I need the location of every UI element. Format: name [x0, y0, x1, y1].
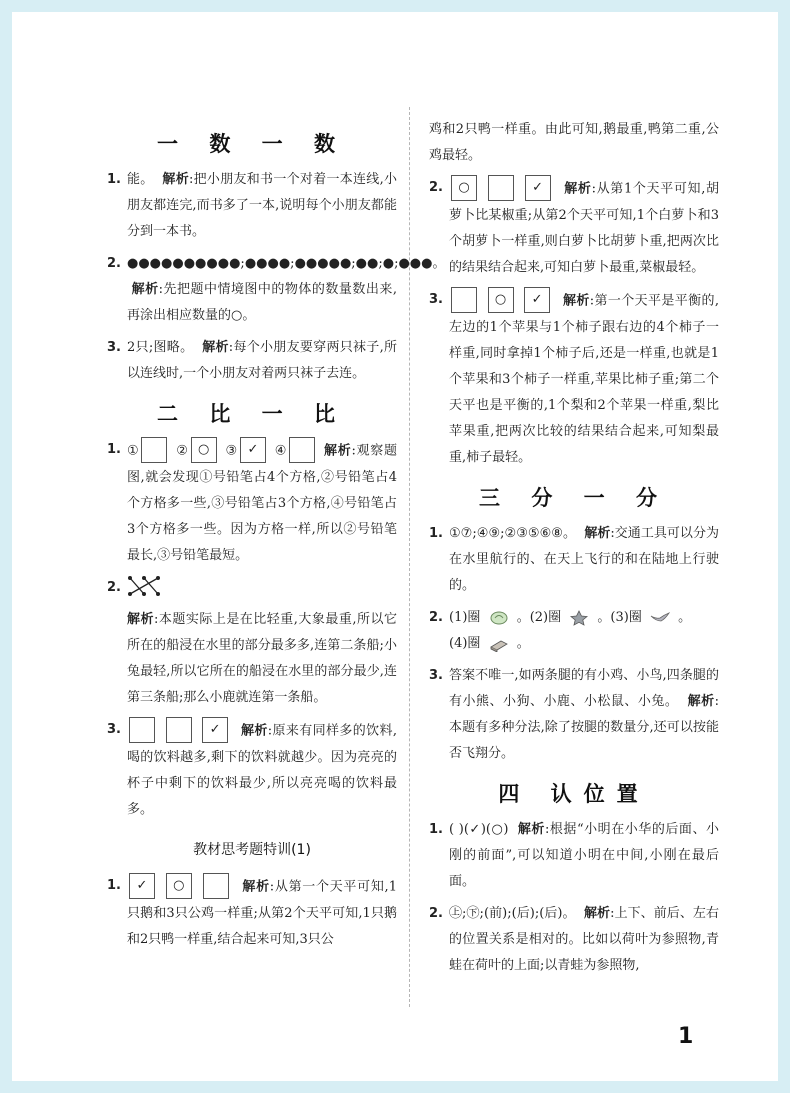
- star-icon: [569, 610, 589, 626]
- item-number: 3.: [429, 668, 443, 683]
- answer-box: ○: [488, 287, 514, 313]
- answer-text: 能。: [127, 172, 154, 187]
- answer-item: [107, 437, 397, 569]
- analysis-label: 解析: [131, 282, 159, 297]
- pencil-label: ③: [225, 443, 238, 459]
- circle-text: 。(2)圈: [516, 610, 562, 625]
- answer-item: [429, 901, 719, 979]
- answer-text: ①⑦;④⑨;②③⑤⑥⑧。: [449, 526, 576, 541]
- analysis-label: 解析: [564, 181, 592, 197]
- pencil-label: ①: [127, 443, 140, 459]
- bird-icon: [650, 610, 670, 626]
- analysis-text: :观察题图,就会发现①号铅笔占4个方格,②号铅笔占4个方格多一些,③号铅笔占3个方格,④号铅笔占3个方格多一些。因为方格一样,所以②号铅笔最长,③号铅笔最短。: [127, 443, 398, 563]
- item-number: 3.: [107, 722, 121, 737]
- answer-text: ( )(✓)(○): [449, 822, 509, 837]
- analysis-label: 解析: [517, 822, 545, 837]
- answer-box: [451, 287, 477, 313]
- pencil-label: ④: [274, 443, 288, 459]
- answer-item: [107, 575, 397, 711]
- item-number: 3.: [429, 292, 443, 307]
- item-number: 2.: [107, 580, 121, 595]
- analysis-label: 解析: [202, 340, 229, 355]
- answer-item: [429, 521, 719, 599]
- analysis-text: :上下、前后、左右的位置关系是相对的。比如以荷叶为参照物,青蛙在荷叶的上面;以青蛙为参照物,: [449, 906, 719, 973]
- item-number: 1.: [107, 442, 121, 457]
- analysis-text: :第一个天平是平衡的,左边的1个苹果与1个柿子跟右边的4个柿子一样重,同时拿掉1个柿子后,还是一样重,也就是1个苹果和3个柿子一样重,苹果比柿子重;第二个天平也是平衡的,1个梨和2个苹果一样重,梨比苹果重,把两次比较的结果结合起来,可知梨最重,柿子最轻。: [449, 293, 720, 465]
- item-number: 2.: [429, 180, 443, 195]
- analysis-label: 解析: [127, 612, 154, 627]
- answer-item: [429, 605, 719, 657]
- page-number: 1: [678, 1024, 694, 1049]
- answer-box: [488, 175, 514, 201]
- analysis-text: :原来有同样多的饮料,喝的饮料越多,剩下的饮料就越少。因为亮亮的杯子中剩下的饮料最少,所以亮亮喝的饮料最多。: [127, 723, 398, 817]
- circle-text: 。: [678, 610, 692, 625]
- answer-item: [429, 287, 719, 471]
- analysis-label: 解析: [563, 293, 590, 309]
- item-number: 1.: [107, 878, 121, 893]
- circle-text: (1)圈: [449, 610, 481, 625]
- continued-analysis: 鸡和2只鸭一样重。由此可知,鹅最重,鸭第二重,公鸡最轻。: [429, 122, 719, 163]
- answer-box: ✓: [524, 287, 550, 313]
- analysis-text: :把小朋友和书一个对着一本连线,小朋友都连完,而书多了一本,说明每个小朋友都能分到一本书。: [127, 172, 397, 239]
- analysis-label: 解析: [324, 443, 352, 459]
- answer-text: 2只;图略。: [127, 340, 194, 355]
- section-title-compare: 二 比 一 比: [157, 402, 347, 426]
- answer-box: [203, 873, 229, 899]
- analysis-label: 解析: [162, 172, 189, 187]
- analysis-text: :本题有多种分法,除了按腿的数量分,还可以按能否飞翔分。: [449, 694, 719, 761]
- answer-item: [107, 717, 397, 823]
- analysis-text: :从第1个天平可知,胡萝卜比某椒重;从第2个天平可知,1个白萝卜和3个胡萝卜一样重,则白萝卜比胡萝卜重,把两次比的结果结合起来,可知白萝卜最重,菜椒最轻。: [449, 181, 720, 275]
- column-divider: [409, 107, 410, 1007]
- right-column: [429, 117, 719, 985]
- answer-box: [289, 437, 315, 463]
- answer-item: [429, 817, 719, 895]
- item-number: 1.: [429, 526, 443, 541]
- answer-item: [107, 335, 397, 387]
- item-number: 1.: [429, 822, 443, 837]
- circle-text: (4)圈: [449, 636, 481, 651]
- item-number: 1.: [107, 172, 121, 187]
- cabbage-icon: [489, 610, 509, 626]
- answer-item: [429, 663, 719, 767]
- answer-text: 答案不唯一,如两条腿的有小鸡、小鸟,四条腿的有小熊、小狗、小鹿、小松鼠、小兔。: [449, 668, 719, 709]
- item-number: 2.: [107, 256, 121, 271]
- answer-box: ○: [191, 437, 217, 463]
- item-number: 2.: [429, 610, 443, 625]
- analysis-text: :每个小朋友要穿两只袜子,所以连线时,一个小朋友对着两只袜子去连。: [127, 340, 397, 381]
- page: [12, 12, 778, 1081]
- continued-text: [429, 117, 719, 169]
- circle-text: 。: [516, 636, 530, 651]
- answer-box: [166, 717, 192, 743]
- answer-box: ○: [451, 175, 477, 201]
- answer-box: ✓: [202, 717, 228, 743]
- analysis-label: 解析: [241, 723, 268, 739]
- filled-circles-answer: ●●●●●●●●●●;●●●●;●●●●●;●●;●;●●●。: [127, 256, 446, 271]
- crossed-lines-icon: [127, 575, 161, 607]
- section-title-position: 四 认位置: [498, 782, 650, 806]
- item-number: 3.: [107, 340, 121, 355]
- answer-item: [107, 167, 397, 245]
- analysis-text: :从第一个天平可知,1只鹅和3只公鸡一样重;从第2个天平可知,1只鹅和2只鸭一样重,结合起来可知,3只公: [127, 879, 397, 947]
- answer-box: ✓: [525, 175, 551, 201]
- analysis-text: :根据“小明在小华的后面、小刚的前面”,可以知道小明在中间,小刚在最后面。: [449, 822, 719, 889]
- answer-box: ✓: [129, 873, 155, 899]
- answer-item: [107, 873, 397, 953]
- answer-item: [107, 251, 446, 329]
- answer-box: [141, 437, 167, 463]
- analysis-label: 解析: [584, 526, 611, 541]
- answer-box: ○: [166, 873, 192, 899]
- section-title-count: 一 数 一 数: [157, 132, 347, 156]
- left-column: [107, 117, 446, 959]
- section-title-sort: 三 分 一 分: [479, 486, 669, 510]
- analysis-label: 解析: [242, 879, 270, 895]
- analysis-text: :本题实际上是在比轻重,大象最重,所以它所在的船浸在水里的部分最多多,连第二条船;小兔最轻,所以它所在的船浸在水里的部分最少,连第三条船;那么小鹿就连第一条船。: [127, 612, 397, 705]
- item-number: 2.: [429, 906, 443, 921]
- analysis-text: :交通工具可以分为在水里航行的、在天上飞行的和在陆地上行驶的。: [449, 526, 719, 593]
- answer-box: [129, 717, 155, 743]
- analysis-text: :先把题中情境图中的物体的数量数出来,再涂出相应数量的○。: [127, 282, 397, 323]
- answer-box: ✓: [240, 437, 266, 463]
- pencil-label: ②: [176, 443, 189, 459]
- book-icon: [489, 636, 509, 652]
- circle-text: 。(3)圈: [597, 610, 642, 625]
- subsection-title: 教材思考题特训(1): [193, 842, 311, 858]
- answer-text: ㊤;㊦;(前);(后);(后)。: [449, 906, 576, 921]
- analysis-label: 解析: [584, 906, 611, 921]
- answer-item: [429, 175, 719, 281]
- analysis-label: 解析: [687, 694, 715, 709]
